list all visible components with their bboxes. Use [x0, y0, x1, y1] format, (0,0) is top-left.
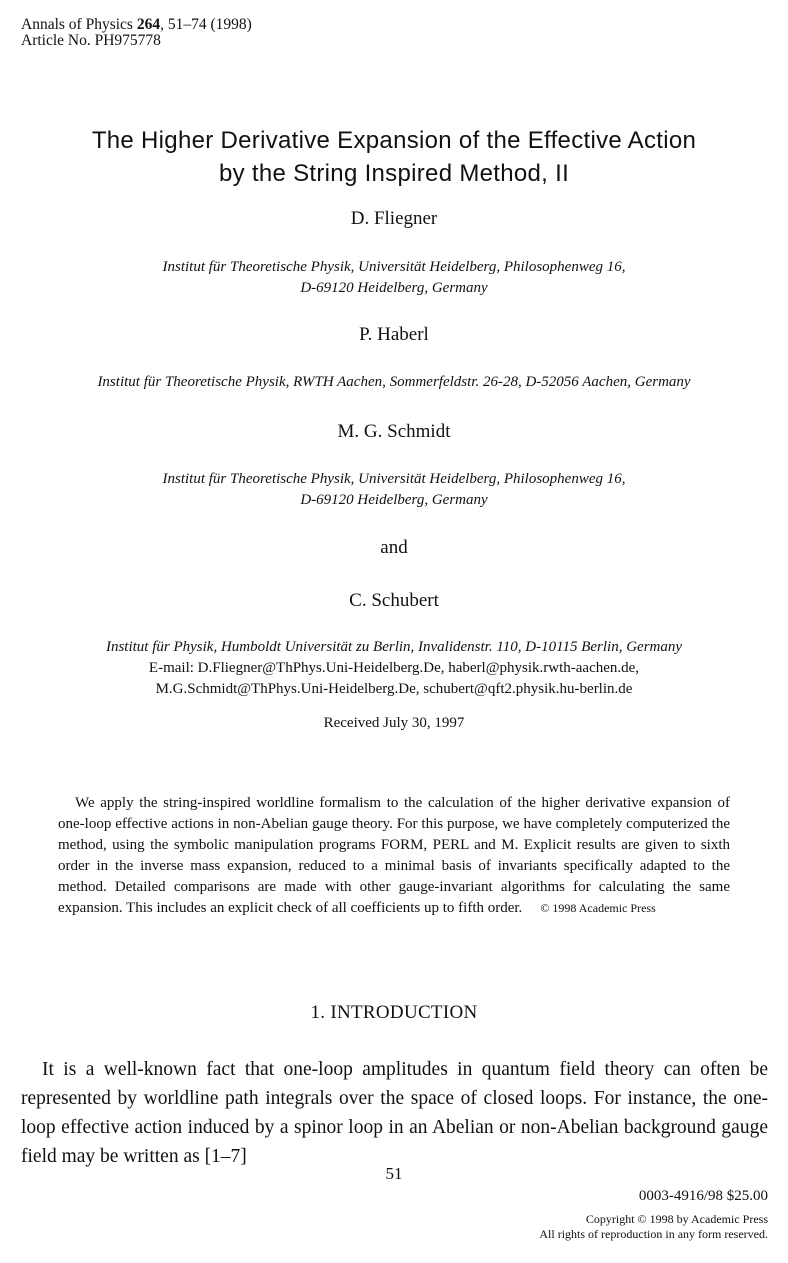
journal-citation [21, 17, 252, 33]
author-affiliation-3 [0, 469, 788, 511]
email-block [0, 658, 788, 700]
journal-pages-year: , 51–74 (1998) [160, 16, 252, 33]
author-name-3: M. G. Schmidt [337, 421, 451, 442]
journal-name: Annals of Physics [21, 16, 133, 33]
page-number: 51 [385, 1164, 403, 1183]
author-name-2: P. Haberl [359, 324, 429, 345]
affiliation-line: Institut für Theoretische Physik, RWTH Aachen, Sommerfeldstr. 26-28, D-52056 Aachen, Germany [97, 374, 691, 390]
paper-title [0, 124, 788, 190]
affiliation-line: D-69120 Heidelberg, Germany [300, 280, 488, 296]
affiliation-line: Institut für Theoretische Physik, Universität Heidelberg, Philosophenweg 16, [162, 471, 626, 487]
title-line-2: by the String Inspired Method, II [218, 160, 570, 187]
copyright-line: Copyright © 1998 by Academic Press [585, 1212, 768, 1226]
intro-paragraph: It is a well-known fact that one-loop amplitudes in quantum field theory can often be represented by worldline path integrals over the space of closed loops. For instance, the one-loop effective action induced by a spinor loop in an Abelian or non-Abelian background gauge field may be written as [1–7] [21, 1059, 768, 1167]
affiliation-line: Institut für Theoretische Physik, Universität Heidelberg, Philosophenweg 16, [162, 259, 626, 275]
received-date: Received July 30, 1997 [323, 715, 465, 731]
issn-price: 0003-4916/98 $25.00 [638, 1188, 768, 1204]
affiliation-line: D-69120 Heidelberg, Germany [300, 492, 488, 508]
title-line-1: The Higher Derivative Expansion of the Effective Action [91, 127, 697, 154]
author-affiliation-4 [0, 637, 788, 658]
journal-volume: 264 [136, 16, 161, 33]
and-separator: and [380, 537, 408, 558]
email-line-2: M.G.Schmidt@ThPhys.Uni-Heidelberg.De, schubert@qft2.physik.hu-berlin.de [155, 681, 633, 697]
abstract-text: We apply the string-inspired worldline formalism to the calculation of the higher derivative expansion of one-loop effective actions in non-Abelian gauge theory. For this purpose, we have completely computerized the method, using the symbolic manipulation programs FORM, PERL and M. Explicit results are given to sixth order in the inverse mass expansion, reduced to a minimal basis of invariants specifically adapted to the method. Detailed comparisons are made with other gauge-invariant algorithms for calculating the same expansion. This includes an explicit check of all coefficients up to fifth order. [58, 795, 730, 916]
email-line-1: E-mail: D.Fliegner@ThPhys.Uni-Heidelberg.De, haberl@physik.rwth-aachen.de, [148, 660, 640, 676]
journal-header [21, 17, 252, 49]
copyright-notice [539, 1212, 768, 1242]
abstract [58, 793, 730, 919]
rights-line: All rights of reproduction in any form reserved. [539, 1227, 768, 1241]
author-affiliation-1 [0, 257, 788, 299]
article-number: Article No. PH975778 [21, 32, 161, 49]
section-heading: 1. INTRODUCTION [310, 1002, 478, 1023]
author-name-1: D. Fliegner [350, 208, 438, 229]
affiliation-line: Institut für Physik, Humboldt Universität zu Berlin, Invalidenstr. 110, D-10115 Berlin, Germany [105, 639, 683, 655]
author-name-4: C. Schubert [349, 590, 439, 611]
abstract-copyright: © 1998 Academic Press [540, 901, 656, 915]
author-affiliation-2 [0, 372, 788, 393]
